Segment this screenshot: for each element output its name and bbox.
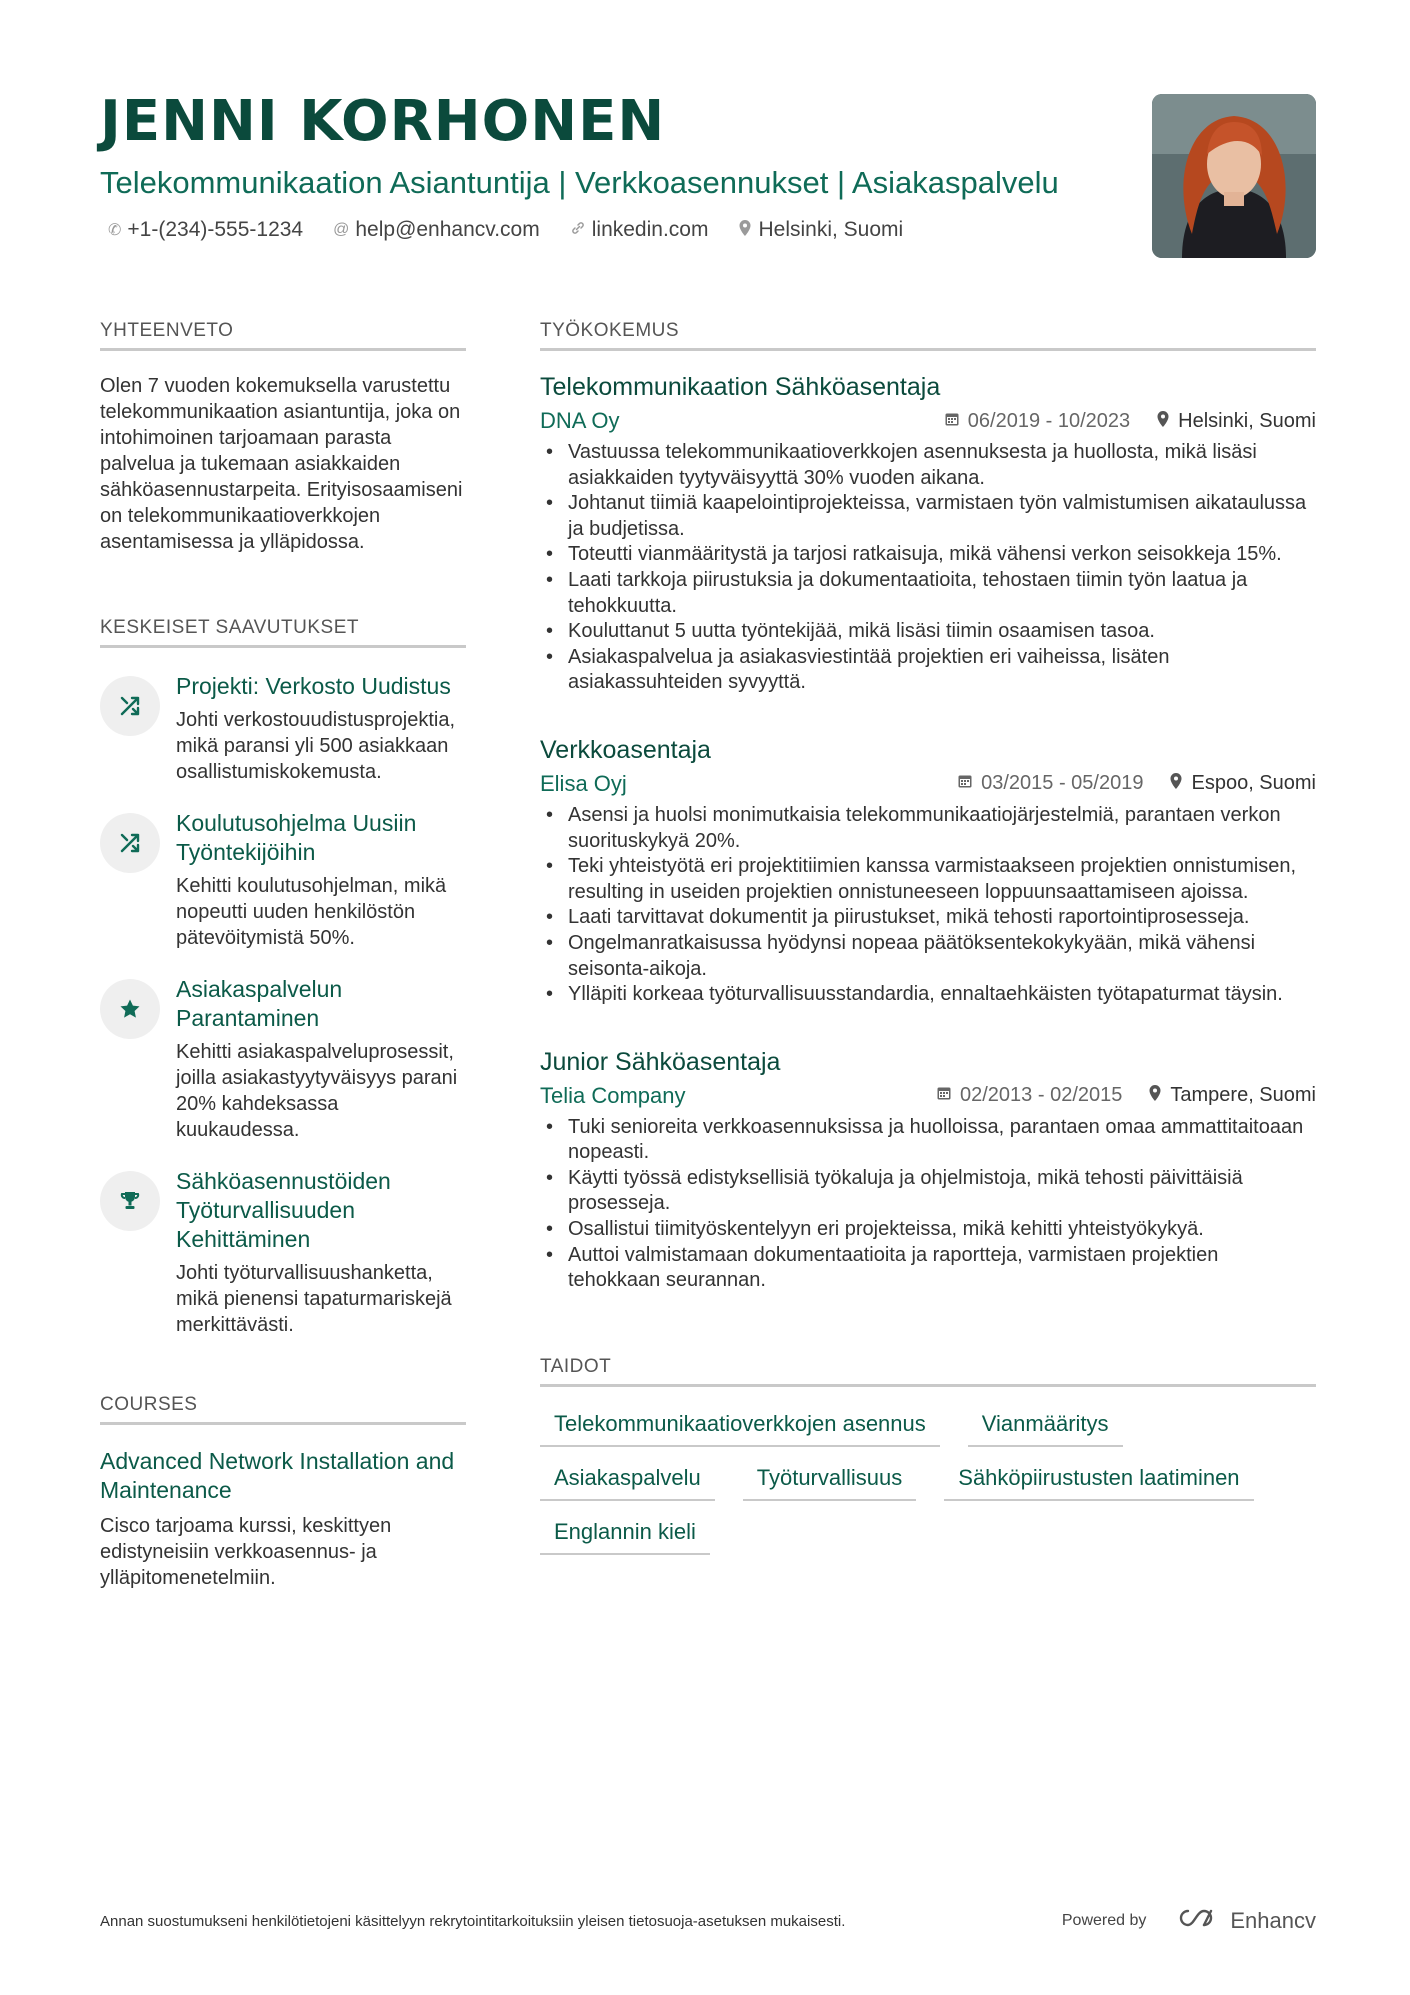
- achievement-title: Koulutusohjelma Uusiin Työntekijöihin: [176, 810, 417, 865]
- job-location: Tampere, Suomi: [1170, 1084, 1316, 1107]
- job-bullet: • Laati tarkkoja piirustuksia ja dokumentaatioita, tehostaen tiimin työn laatua ja tehokkuutta.: [540, 568, 1316, 619]
- experience-section: [540, 320, 1316, 1294]
- course-title: Advanced Network Installation and Maintenance: [100, 1448, 455, 1503]
- contact-list: [100, 218, 1100, 242]
- job-dates: 06/2019 - 10/2023: [967, 409, 1131, 432]
- achievement-item: [100, 975, 466, 1143]
- enhancv-logo-icon: [1174, 1906, 1220, 1936]
- job-company: Elisa Oyj: [540, 770, 627, 796]
- summary-section: [100, 320, 466, 555]
- contact-linkedin[interactable]: [570, 218, 709, 242]
- profile-photo: [1152, 94, 1316, 258]
- link-icon: [570, 220, 586, 241]
- achievement-item: [100, 672, 466, 785]
- job-bullet: • Auttoi valmistamaan dokumentaatioita ja raportteja, varmistaen projektien tehokkaan seurannan.: [540, 1243, 1316, 1294]
- skills-title: TAIDOT: [540, 1356, 1316, 1387]
- experience-title: TYÖKOKEMUS: [540, 320, 1316, 351]
- job-company: DNA Oy: [540, 408, 620, 433]
- skill-tag: Asiakaspalvelu: [540, 1465, 715, 1501]
- achievement-description: Johti työturvallisuushanketta, mikä pienensi tapaturmariskejä merkittävästi.: [176, 1262, 452, 1336]
- achievement-description: Kehitti koulutusohjelman, mikä nopeutti uuden henkilöstön pätevöitymistä 50%.: [176, 875, 447, 949]
- contact-email-text: help@enhancv.com: [355, 218, 540, 241]
- skill-tag: Telekommunikaatioverkkojen asennus: [540, 1411, 940, 1447]
- achievement-description: Kehitti asiakaspalveluprosessit, joilla asiakastyytyväisyys parani 20% kahdeksassa kuukaudessa.: [176, 1041, 458, 1141]
- job-bullet: • Asiakaspalvelua ja asiakasviestintää projektien eri vaiheissa, lisäten asiakassuhteiden syvyyttä.: [540, 645, 1316, 696]
- contact-location-text: Helsinki, Suomi: [758, 218, 904, 241]
- candidate-headline: Telekommunikaation Asiantuntija | Verkkoasennukset | Asiakaspalvelu: [100, 165, 1059, 200]
- left-column: [100, 320, 466, 1591]
- contact-phone[interactable]: [108, 218, 303, 242]
- job-bullet: • Johtanut tiimiä kaapelointiprojekteissa, varmistaen työn valmistumisen aikataulussa ja budjetissa.: [540, 491, 1316, 542]
- skill-tag: Sähköpiirustusten laatiminen: [944, 1465, 1253, 1501]
- gdpr-consent: Annan suostumukseni henkilötietojeni käsittelyyn rekrytointitarkoituksiin yleisen tietosuoja-asetuksen mukaisesti.: [100, 1912, 846, 1930]
- job-bullet: • Kouluttanut 5 uutta työntekijää, mikä lisäsi tiimin osaamisen tasoa.: [540, 619, 1316, 645]
- skill-tag: Vianmääritys: [968, 1411, 1123, 1447]
- summary-title: YHTEENVETO: [100, 320, 466, 351]
- job-bullet: • Toteutti vianmääritystä ja tarjosi ratkaisuja, mikä vähensi verkon seisokkeja 15%.: [540, 542, 1316, 568]
- powered-by-label: Powered by: [1061, 1912, 1147, 1929]
- achievement-item: [100, 1167, 466, 1338]
- enhancv-logo-text: Enhancv: [1230, 1908, 1316, 1933]
- skill-tag: Englannin kieli: [540, 1519, 710, 1555]
- job-bullet: • Laati tarvittavat dokumentit ja piirustukset, mikä tehosti raportointiprosesseja.: [540, 905, 1316, 931]
- enhancv-logo[interactable]: [1174, 1906, 1316, 1936]
- at-icon: @: [333, 221, 350, 238]
- candidate-name: JENNI KORHONEN: [100, 89, 666, 154]
- calendar-icon: [936, 1085, 952, 1106]
- job-bullets: [540, 440, 1316, 696]
- skill-tag: Työturvallisuus: [743, 1465, 917, 1501]
- job-bullet: • Osallistui tiimityöskentelyyn eri projekteissa, mikä kehitti yhteistyökykyä.: [540, 1217, 1316, 1243]
- location-icon: [1148, 1084, 1162, 1107]
- job-bullet: • Käytti työssä edistyksellisiä työkaluja ja ohjelmistoja, mikä tehosti päivittäisiä prosesseja.: [540, 1166, 1316, 1217]
- skill-list: [540, 1411, 1316, 1555]
- resume-header: [100, 90, 1100, 242]
- course-description: Cisco tarjoama kurssi, keskittyen edistyneisiin verkkoasennus- ja ylläpitomenetelmiin.: [100, 1515, 392, 1589]
- job-title: Junior Sähköasentaja: [540, 1047, 781, 1076]
- courses-section: [100, 1394, 466, 1591]
- job-title: Telekommunikaation Sähköasentaja: [540, 373, 941, 401]
- skills-section: [540, 1356, 1316, 1555]
- job-bullet: • Vastuussa telekommunikaatioverkkojen asennuksesta ja huollosta, mikä lisäsi asiakkaiden tyytyväisyyttä 30% vuoden aikana.: [540, 440, 1316, 491]
- location-icon: [738, 219, 752, 242]
- location-icon: [1169, 772, 1183, 795]
- summary-text: Olen 7 vuoden kokemuksella varustettu telekommunikaation asiantuntija, joka on intohimoinen tarjoamaan parasta palvelua ja tukemaan asiakkaiden sähköasennustarpeita. Erityisosaamiseni on telekommunikaatioverkkojen asentamisessa ja ylläpidossa.: [100, 375, 463, 553]
- job-dates: 03/2015 - 05/2019: [981, 772, 1144, 795]
- right-column: [540, 320, 1316, 1555]
- achievement-title: Projekti: Verkosto Uudistus: [176, 673, 451, 699]
- achievement-title: Asiakaspalvelun Parantaminen: [176, 976, 343, 1031]
- job-company: Telia Company: [540, 1082, 686, 1108]
- phone-icon: ✆: [108, 222, 122, 239]
- network-icon: [100, 676, 160, 736]
- calendar-icon: [944, 411, 960, 432]
- contact-linkedin-text: linkedin.com: [591, 218, 709, 241]
- achievement-title: Sähköasennustöiden Työturvallisuuden Kehittäminen: [176, 1168, 391, 1252]
- footer: [100, 1906, 1316, 1936]
- job-location: Espoo, Suomi: [1191, 772, 1316, 795]
- job-entry: [540, 734, 1316, 1008]
- job-bullets: [540, 803, 1316, 1008]
- contact-phone-text: +1-(234)-555-1234: [127, 218, 304, 241]
- achievements-section: [100, 617, 466, 1338]
- achievement-item: [100, 809, 466, 951]
- star-icon: [100, 979, 160, 1039]
- job-dates: 02/2013 - 02/2015: [960, 1084, 1123, 1107]
- calendar-icon: [957, 773, 973, 794]
- job-entry: [540, 1046, 1316, 1294]
- achievements-title: KESKEISET SAAVUTUKSET: [100, 617, 466, 648]
- job-location: Helsinki, Suomi: [1178, 409, 1316, 432]
- job-entry: [540, 371, 1316, 696]
- achievement-description: Johti verkostouudistusprojektia, mikä paransi yli 500 asiakkaan osallistumiskokemusta.: [176, 709, 456, 783]
- job-title: Verkkoasentaja: [540, 735, 711, 764]
- job-bullet: • Teki yhteistyötä eri projektitiimien kanssa varmistaakseen projektien onnistumisen, resulting in useiden projektien onnistuneeseen loppuunsaattamiseen ajoissa.: [540, 854, 1316, 905]
- contact-email[interactable]: [333, 218, 540, 242]
- job-bullet: • Tuki senioreita verkkoasennuksissa ja huolloissa, parantaen omaa ammattitaitoaan nopeasti.: [540, 1115, 1316, 1166]
- location-icon: [1156, 410, 1170, 433]
- job-bullet: • Ylläpiti korkeaa työturvallisuusstandardia, ennaltaehkäisten työtapaturmat täysin.: [540, 982, 1316, 1008]
- job-bullet: • Asensi ja huolsi monimutkaisia telekommunikaatiojärjestelmiä, parantaen verkon suorituskykyä 20%.: [540, 803, 1316, 854]
- courses-title: COURSES: [100, 1394, 466, 1425]
- network-icon: [100, 813, 160, 873]
- job-bullet: • Ongelmanratkaisussa hyödynsi nopeaa päätöksentekokykyään, mikä vähensi seisonta-aikoja.: [540, 931, 1316, 982]
- job-bullets: [540, 1115, 1316, 1294]
- trophy-icon: [100, 1171, 160, 1231]
- contact-location: [738, 218, 903, 242]
